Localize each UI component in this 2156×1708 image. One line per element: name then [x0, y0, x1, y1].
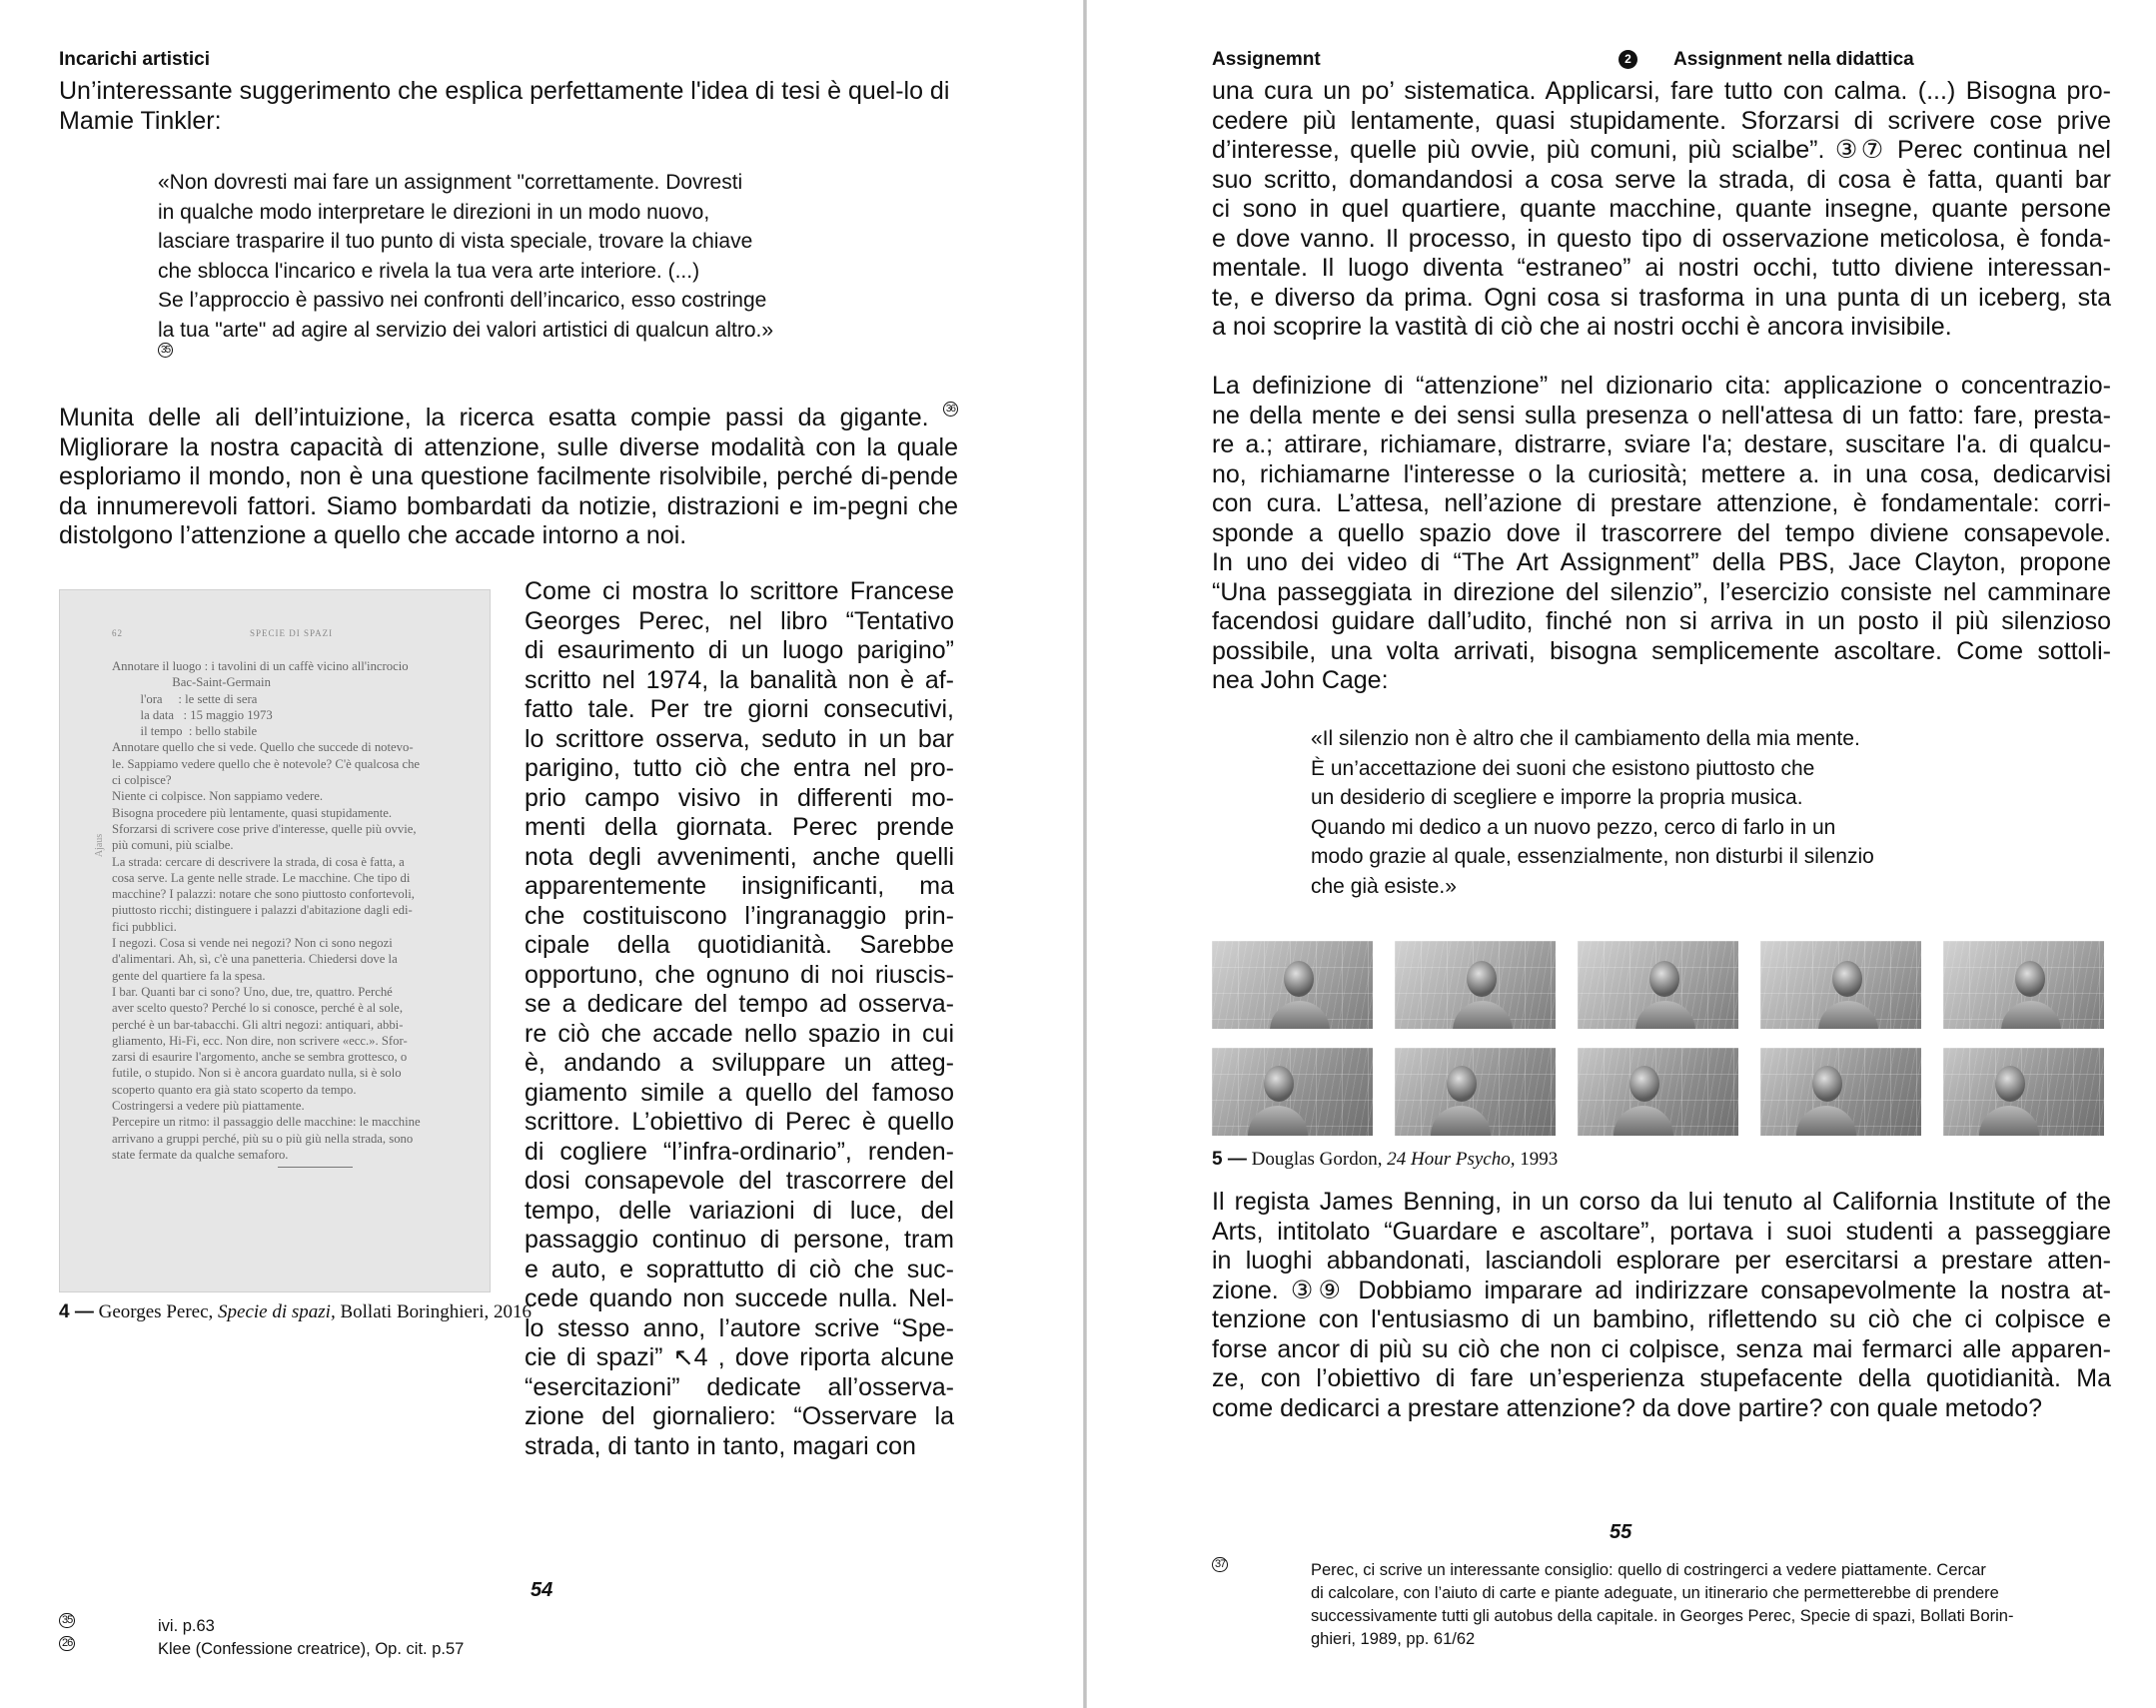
scan-underline: [278, 1167, 353, 1168]
text-line: che già esiste.»: [1311, 874, 1457, 898]
text-line: state fermate da qualche semaforo.: [112, 1147, 289, 1162]
text-line: fici pubblici.: [112, 919, 177, 934]
text-line: un desiderio di scegliere e imporre la propria musica.: [1311, 786, 1803, 809]
text-line: parigino, tutto ciò che entra nel pro-: [525, 754, 954, 782]
text-line: “Una passeggiata in direzione del silenzio”, l’esercizio consiste nel camminare: [1212, 577, 2111, 606]
figure-number: 5 —: [1212, 1149, 1247, 1170]
text-line: passaggio continuo di persone, tram: [525, 1226, 954, 1254]
psycho-frame: [1395, 1048, 1556, 1136]
text-line: l'ora : le sette di sera: [112, 691, 258, 706]
text-line: Arts, intitolato “Guardare e ascoltare”, portava i suoi studenti a passeggiare: [1212, 1217, 2111, 1246]
text-line: La strada: cercare di descrivere la strada, di cosa è fatta, a: [112, 854, 405, 869]
text-line: scritto nel 1974, la banalità non è af-: [525, 665, 954, 694]
psycho-frame: [1760, 1048, 1921, 1136]
text-line: in luoghi abbandonati, lasciandoli esplorare per esercitarsi a prestare atten-: [1212, 1247, 2111, 1275]
caption-year: 1993: [1520, 1149, 1559, 1170]
quote-line: lasciare trasparire il tuo punto di vista speciale, trovare la chiave: [158, 230, 753, 253]
text-line: piuttosto ricchi; distinguere i palazzi d'abitazione dagli edi-: [112, 903, 413, 918]
text-line: te, e diverso da prima. Ogni cosa si trasforma in una punta di un iceberg, sta: [1212, 283, 2111, 312]
frame-figure-head: [1284, 961, 1314, 997]
footnote-row: [59, 1638, 75, 1661]
figure-number: 4 —: [59, 1301, 94, 1322]
text-line: aver scelto questo? Perché lo si conosce, perché è al sole,: [112, 1001, 403, 1016]
text-line: fatto tale. Per tre giorni consecutivi,: [525, 695, 954, 723]
caption-author: Georges Perec,: [98, 1301, 214, 1322]
scan-text-block: [112, 658, 421, 1163]
text-line: Georges Perec, nel libro “Tentativo: [525, 606, 954, 635]
page-number-right: 55: [1610, 1521, 1632, 1543]
text-line: ne della mente e dei sensi sulla presenza o nell'attesa di un fatto: fare, presta-: [1212, 401, 2111, 429]
perec-column-text: [525, 577, 954, 1461]
paragraph-perec-continued: [1212, 77, 2111, 343]
text-line: no, richiamarne l'interesse o la curiosità; mettere a. in una cosa, dedicarvisi: [1212, 459, 2111, 488]
citation-ref: 35: [158, 343, 173, 358]
footnote-ref: 37: [1212, 1557, 1228, 1572]
text-line: Quando mi dedico a un nuovo pezzo, cerco di farlo in un: [1311, 815, 1836, 839]
text-line: ci sono in quel quartiere, quante macchine, quante insegne, quante persone: [1212, 195, 2111, 223]
psycho-frame: [1212, 941, 1373, 1029]
para2-text: Migliorare la nostra capacità di attenzione, sulle diverse modalità con la quale esploriamo il mondo, non è una questione facilmente risolvibile, perché di-pende da innumerevoli fattori. Siamo bombardati da notizie, distrazioni e im-pegni che distolgono l’attenzione a quello che accade intorno a noi.: [59, 432, 958, 549]
text-line: di esaurimento di un luogo parigino”: [525, 636, 954, 664]
text-line: ci colpisce?: [112, 773, 172, 788]
psycho-frame: [1212, 1048, 1373, 1136]
text-line: gente del quartiere fa la spesa.: [112, 968, 266, 983]
text-line: tenzione con l'entusiasmo di un bambino, riflettendo su ciò che ci colpisce e: [1212, 1305, 2111, 1333]
para2-text: Munita delle ali dell’intuizione, la ricerca esatta compie passi da gigante.: [59, 404, 929, 431]
text-line: nea John Cage:: [1212, 666, 1389, 694]
running-header-right: Assignemnt: [1212, 49, 1321, 70]
text-line: è, andando a sviluppare un atteg-: [525, 1049, 954, 1077]
text-line: la data : 15 maggio 1973: [112, 707, 273, 722]
paragraph-benning: [1212, 1188, 2111, 1423]
intro-paragraph: Un’interessante suggerimento che esplica perfettamente l'idea di tesi è quel-lo di Mamie Tinkler:: [59, 77, 950, 135]
scan-margin-note: Ajaus: [94, 833, 106, 858]
text-line: menti della giornata. Perec prende: [525, 813, 954, 841]
footnote-ref-wrap: [1212, 1559, 1228, 1582]
text-line: come dedicarci a prestare attenzione? da dove partire? con quale metodo?: [1212, 1393, 2043, 1422]
figure-4-caption: [59, 1301, 532, 1323]
psycho-frame: [1943, 941, 2104, 1029]
footnote-ref: 35: [59, 1613, 75, 1628]
text-line: e dove vanno. Il processo, in questo tipo di osservazione meticolosa, è fonda-: [1212, 224, 2111, 253]
text-line: di calcolare, con l’aiuto di carte e piante adeguate, un itinerario che permetterebbe di prendere: [1311, 1584, 1999, 1602]
text-line: cosa serve. La gente nelle strade. Le macchine. Che tipo di: [112, 870, 411, 885]
frame-figure-head: [2015, 961, 2045, 997]
scan-page-number: 62: [112, 628, 123, 638]
text-line: le. Sappiamo vedere quello che è notevole? C'è qualcosa che: [112, 756, 421, 771]
text-line: successivamente tutti gli autobus della capitale. in Georges Perec, Specie di spazi, Bollati Borin-: [1311, 1607, 2014, 1625]
text-line: lo stesso anno, l’autore scrive “Spe-: [525, 1313, 954, 1342]
text-line: modo grazie al quale, essenzialmente, non disturbi il silenzio: [1311, 845, 1874, 868]
frame-figure-head: [1264, 1066, 1294, 1102]
text-line: re a.; attirare, richiamare, distrarre, sviare l'a; destare, suscitare l'a. di qualcu-: [1212, 430, 2111, 458]
text-line: I negozi. Cosa si vende nei negozi? Non ci sono negozi: [112, 936, 393, 951]
text-line: prio campo visivo in differenti mo-: [525, 783, 954, 812]
text-line: forse ancor di più su ciò che non ci colpisce, senza mai fermarci alle apparen-: [1212, 1334, 2111, 1363]
text-line: zione. ③⑨ Dobbiamo imparare ad indirizzare consapevolmente la nostra at-: [1212, 1276, 2111, 1304]
psycho-frame: [1395, 941, 1556, 1029]
text-line: a noi scoprire la vastità di ciò che ai nostri occhi è ancora invisibile.: [1212, 313, 1952, 341]
paragraph-attention-definition: [1212, 372, 2111, 696]
text-line: Costringersi a vedere più piattamente.: [112, 1099, 305, 1114]
running-header-left: Incarichi artistici: [59, 49, 211, 70]
text-line: d'alimentari. Ah, sì, c'è una panetteria. Chiedersi dove la: [112, 952, 398, 967]
frame-figure-head: [1812, 1066, 1842, 1102]
footnote-row: [59, 1615, 75, 1638]
text-line: d’interesse, quelle più ovvie, più comuni, più scialbe”. ③⑦ Perec continua nel: [1212, 136, 2111, 164]
text-line: In uno dei video di “The Art Assignment” della PBS, Jace Clayton, propone: [1212, 548, 2111, 576]
text-line: Bac-Saint-Germain: [112, 675, 271, 690]
psycho-frame: [1578, 941, 1738, 1029]
text-line: zarsi di esaurire l'argomento, anche se sembra grottesco, o: [112, 1050, 408, 1065]
text-line: possibile, una volta arrivati, bisogna semplicemente ascoltare. Come sottoli-: [1212, 636, 2111, 665]
figure-perec-scan: [59, 589, 491, 1292]
text-line: più comuni, più scialbe.: [112, 838, 234, 853]
text-line: dosi consapevole del trascorrere del: [525, 1167, 954, 1195]
caption-title: 24 Hour Psycho,: [1387, 1149, 1516, 1170]
caption-publisher: Bollati Boringhieri, 2016: [340, 1301, 533, 1322]
text-line: di cogliere “l’infra-ordinario”, renden-: [525, 1137, 954, 1166]
caption-title: Specie di spazi,: [218, 1301, 336, 1322]
footnote-ref: 26: [59, 1636, 75, 1651]
text-line: macchine? I palazzi: notare che sono piuttosto confortevoli,: [112, 887, 415, 902]
frame-figure-head: [1467, 961, 1497, 997]
text-line: scoperto quanto era già stato scoperto da tempo.: [112, 1082, 357, 1097]
cage-quote: [1311, 724, 2010, 901]
text-line: nota degli avvenimenti, anche quelli: [525, 842, 954, 871]
text-line: opportuno, che ognuno di noi riuscis-: [525, 960, 954, 989]
psycho-frame: [1943, 1048, 2104, 1136]
frame-figure-head: [1447, 1066, 1477, 1102]
quote-line: la tua "arte" ad agire al servizio dei valori artistici di qualcun altro.»: [158, 318, 774, 342]
footnote-text: ivi. p.63: [158, 1617, 215, 1635]
text-line: facendosi guidare dall’udito, finché non si arriva in un posto il più silenzioso: [1212, 607, 2111, 635]
text-line: La definizione di “attenzione” nel dizionario cita: applicazione o concentrazio-: [1212, 372, 2111, 400]
text-line: ghieri, 1989, pp. 61/62: [1311, 1630, 1476, 1648]
text-line: gliamento, Hi-Fi, ecc. Non dire, non scrivere «ecc.». Sfor-: [112, 1033, 408, 1048]
quote-line: in qualche modo interpretare le direzioni in un modo nuovo,: [158, 200, 710, 224]
text-line: sponde a quello spazio dove il trascorrere del tempo diviene consapevole.: [1212, 518, 2111, 547]
right-page: [1087, 0, 2156, 1708]
footnote-text: Klee (Confessione creatrice), Op. cit. p.57: [158, 1640, 465, 1658]
caption-author: Douglas Gordon,: [1251, 1149, 1383, 1170]
text-line: arrivano a gruppi perché, più su o più giù nella strada, sono: [112, 1131, 414, 1146]
text-line: il tempo : bello stabile: [112, 724, 258, 739]
text-line: futile, o stupido. Non si è ancora guardato nulla, si è solo: [112, 1066, 402, 1081]
text-line: cede quando non succede nulla. Nel-: [525, 1284, 954, 1312]
figure-psycho-frames: [1212, 941, 2101, 1136]
text-line: re ciò che accade nello spazio in cui: [525, 1019, 954, 1048]
text-line: cipale della quotidianità. Sarebbe: [525, 931, 954, 959]
text-line: suo scritto, domandandosi a cosa serve la strada, di cosa è fatta, quanti bar: [1212, 165, 2111, 194]
chapter-badge: 2: [1618, 50, 1637, 69]
footnote-perec: [1311, 1559, 2100, 1651]
text-line: una cura un po’ sistematica. Applicarsi, fare tutto con calma. (...) Bisogna pro-: [1212, 77, 2111, 105]
text-line: se a dedicare del tempo ad osserva-: [525, 990, 954, 1018]
page-number-left: 54: [531, 1579, 553, 1601]
text-line: Annotare quello che si vede. Quello che succede di notevo-: [112, 740, 414, 755]
text-line: strada, di tanto in tanto, magari con: [525, 1431, 916, 1460]
text-line: cedere più lentamente, quasi stupidamente. Sforzarsi di scrivere cose prive: [1212, 106, 2111, 135]
quote-line: «Non dovresti mai fare un assignment "correttamente. Dovresti: [158, 171, 743, 194]
citation-ref: 36: [943, 402, 958, 417]
frame-figure-head: [1629, 1066, 1659, 1102]
scan-running-head: SPECIE DI SPAZI: [250, 628, 334, 638]
text-line: Annotare il luogo : i tavolini di un caffè vicino all'incrocio: [112, 659, 409, 673]
text-line: «Il silenzio non è altro che il cambiamento della mia mente.: [1311, 727, 1860, 750]
text-line: apparentemente insignificanti, ma: [525, 872, 954, 900]
text-line: “esercitazioni” dedicate all’osserva-: [525, 1372, 954, 1401]
text-line: ze, con l’obiettivo di fare un’esperienza stupefacente della quotidianità. Ma: [1212, 1364, 2111, 1392]
figure-5-caption: [1212, 1149, 1558, 1171]
frame-figure-head: [1995, 1066, 2025, 1102]
text-line: Sforzarsi di scrivere cose prive d'interesse, quelle più ovvie,: [112, 821, 417, 836]
text-line: Il regista James Benning, in un corso da lui tenuto al California Institute of the: [1212, 1188, 2111, 1216]
psycho-frame: [1760, 941, 1921, 1029]
text-line: mentale. Il luogo diventa “estraneo” ai nostri occhi, tutto diviene interessan-: [1212, 254, 2111, 282]
quote-line: Se l’approccio è passivo nei confronti dell’incarico, esso costringe: [158, 289, 767, 312]
text-line: Percepire un ritmo: il passaggio delle macchine: le macchine: [112, 1115, 421, 1130]
text-line: I bar. Quanti bar ci sono? Uno, due, tre, quattro. Perché: [112, 984, 393, 999]
frame-figure-head: [1649, 961, 1679, 997]
text-line: scrittore. L’obiettivo di Perec è quello: [525, 1108, 954, 1136]
text-line: lo scrittore osserva, seduto in un bar: [525, 724, 954, 753]
text-line: Come ci mostra lo scrittore Francese: [525, 577, 954, 605]
frame-figure-head: [1832, 961, 1862, 997]
text-line: È un’accettazione dei suoni che esistono piuttosto che: [1311, 756, 1815, 780]
quote-line: che sblocca l'incarico e rivela la tua vera arte interiore. (...): [158, 259, 700, 283]
text-line: e auto, e soprattutto di ciò che suc-: [525, 1255, 954, 1283]
psycho-frame: [1578, 1048, 1738, 1136]
text-line: zione del giornaliero: “Osservare la: [525, 1402, 954, 1430]
text-line: che costituiscono l’ingranaggio prin-: [525, 901, 954, 930]
text-line: perché è un bar-tabacchi. Gli altri negozi: antiquari, abbi-: [112, 1017, 404, 1032]
text-line: Perec, ci scrive un interessante consiglio: quello di costringerci a vedere piattamente. Cercar: [1311, 1561, 1986, 1579]
text-line: cie di spazi” ↖4 , dove riporta alcune: [525, 1343, 954, 1371]
text-line: Bisogna procedere più lentamente, quasi stupidamente.: [112, 805, 393, 820]
paragraph-intuition: [59, 404, 958, 551]
chapter-title: Assignment nella didattica: [1673, 49, 1914, 70]
text-line: con cura. L’attesa, nell’azione di prestare attenzione, è fondamentale: corri-: [1212, 489, 2111, 517]
text-line: Niente ci colpisce. Non sappiamo vedere.: [112, 789, 324, 804]
text-line: giamento simile a quello del famoso: [525, 1078, 954, 1107]
text-line: tempo, delle variazioni di luce, del: [525, 1196, 954, 1225]
tinkler-quote: [158, 168, 917, 361]
